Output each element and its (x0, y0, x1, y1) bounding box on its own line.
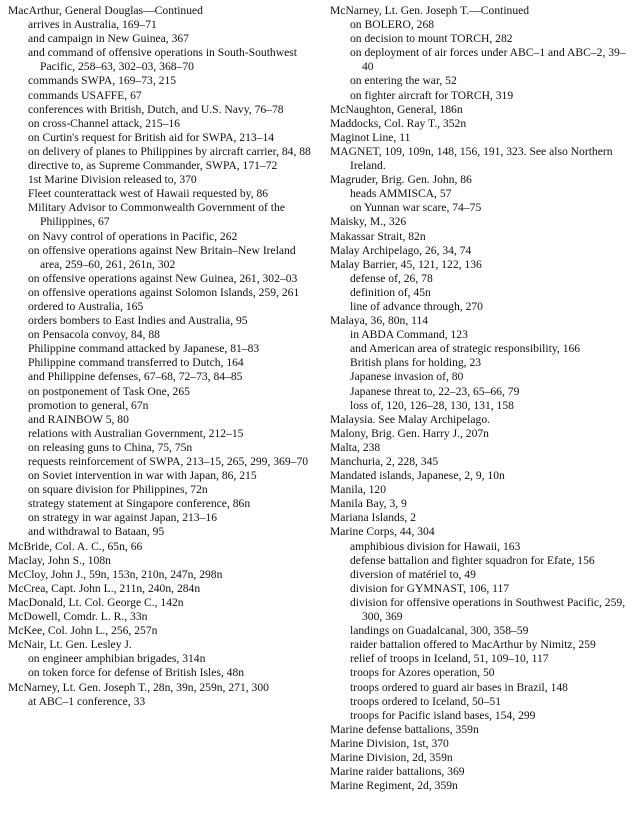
index-entry: McNair, Lt. Gen. Lesley J. (8, 638, 132, 652)
index-subentry: directive to, as Supreme Commander, SWPA, 171–72 (28, 159, 278, 173)
index-entry: Malta, 238 (330, 440, 381, 454)
index-subentry: Japanese threat to, 22–23, 65–66, 79 (350, 384, 520, 398)
index-entry: Manila, 120 (330, 483, 387, 497)
index-subentry: Philippine command attacked by Japanese, 81–83 (28, 342, 260, 356)
index-subentry: loss of, 120, 126–28, 130, 131, 158 (350, 398, 514, 412)
index-entry: McNaughton, General, 186n (330, 102, 463, 116)
index-subentry: on offensive operations against Solomon Islands, 259, 261 (28, 285, 300, 299)
index-subentry: 1st Marine Division released to, 370 (28, 173, 197, 187)
index-subentry: on cross-Channel attack, 215–16 (28, 116, 180, 130)
index-subentry: orders bombers to East Indies and Australia, 95 (28, 314, 248, 328)
index-subentry: division for offensive operations in Southwest Pacific, 259, 300, 369 (350, 595, 626, 624)
index-entry: McNarney, Lt. Gen. Joseph T., 28n, 39n, 259n, 271, 300 (8, 680, 269, 694)
index-subentry: on postponement of Task One, 265 (28, 384, 190, 398)
index-subentry: defense of, 26, 78 (350, 271, 433, 285)
index-subentry: amphibious division for Hawaii, 163 (350, 539, 521, 553)
index-entry: McNarney, Lt. Gen. Joseph T.—Continued (330, 4, 530, 17)
index-entry: Maddocks, Col. Ray T., 352n (330, 116, 467, 130)
index-subentry: relations with Australian Government, 212–15 (28, 426, 244, 440)
index-entry: Marine Regiment, 2d, 359n (330, 779, 458, 793)
index-entry: Maginot Line, 11 (330, 130, 411, 144)
index-subentry: ordered to Australia, 165 (28, 299, 144, 313)
index-subentry: and Philippine defenses, 67–68, 72–73, 84–85 (28, 370, 243, 384)
index-subentry: on engineer amphibian brigades, 314n (28, 652, 206, 666)
index-subentry: on delivery of planes to Philippines by aircraft carrier, 84, 88 (28, 144, 311, 158)
index-subentry: and command of offensive operations in South-Southwest Pacific, 258–63, 302–03, 368–70 (28, 46, 297, 74)
index-entry: Malay Barrier, 45, 121, 122, 136 (330, 257, 482, 271)
index-subentry: on decision to mount TORCH, 282 (350, 32, 513, 46)
index-entry: McCrea, Capt. John L., 211n, 240n, 284n (8, 581, 201, 595)
index-subentry: definition of, 45n (350, 285, 431, 299)
index-entry: Mandated islands, Japanese, 2, 9, 10n (330, 469, 505, 483)
index-subentry: on Pensacola convoy, 84, 88 (28, 328, 160, 342)
index-subentry: heads AMMISCA, 57 (350, 187, 452, 201)
index-left-column (8, 4, 316, 709)
index-subentry: troops ordered to guard air bases in Brazil, 148 (350, 680, 568, 694)
index-subentry: Japanese invasion of, 80 (350, 370, 464, 384)
index-subentry: raider battalion offered to MacArthur by Nimitz, 259 (350, 638, 596, 652)
index-entry: Maisky, M., 326 (330, 215, 407, 229)
index-subentry: and campaign in New Guinea, 367 (28, 32, 189, 46)
index-entry: Malony, Brig. Gen. Harry J., 207n (330, 426, 489, 440)
index-subentry: on strategy in war against Japan, 213–16 (28, 511, 217, 525)
index-subentry: on offensive operations against New Guinea, 261, 302–03 (28, 271, 298, 285)
index-subentry: on token force for defense of British Isles, 48n (28, 666, 245, 680)
index-subentry: on square division for Philippines, 72n (28, 483, 208, 497)
index-subentry: on Yunnan war scare, 74–75 (350, 201, 482, 215)
index-subentry: commands SWPA, 169–73, 215 (28, 74, 177, 88)
index-entry: McBride, Col. A. C., 65n, 66 (8, 539, 143, 553)
index-subentry: and withdrawal to Bataan, 95 (28, 525, 165, 539)
index-entry: Marine Division, 1st, 370 (330, 736, 449, 750)
index-subentry: Military Advisor to Commonwealth Government of the Philippines, 67 (28, 201, 285, 229)
index-subentry: line of advance through, 270 (350, 299, 483, 313)
index-subentry: troops for Azores operation, 50 (350, 666, 495, 680)
index-entry: Marine defense battalions, 359n (330, 722, 479, 736)
index-subentry: diversion of matériel to, 49 (350, 567, 476, 581)
index-subentry: on BOLERO, 268 (350, 18, 435, 32)
index-entry: Magruder, Brig. Gen. John, 86 (330, 173, 472, 187)
index-subentry: conferences with British, Dutch, and U.S. Navy, 76–78 (28, 102, 284, 116)
index-subentry: on deployment of air forces under ABC–1 and ABC–2, 39–40 (350, 46, 626, 74)
index-subentry: requests reinforcement of SWPA, 213–15, 265, 299, 369–70 (28, 455, 309, 468)
index-subentry: commands USAFFE, 67 (28, 88, 142, 102)
index-entry: McCloy, John J., 59n, 153n, 210n, 247n, 298n (8, 567, 223, 581)
index-subentry: on offensive operations against New Britain–New Ireland area, 259–60, 261, 261n, 302 (28, 243, 296, 271)
index-subentry: strategy statement at Singapore conference, 86n (28, 497, 251, 511)
index-subentry: Philippine command transferred to Dutch, 164 (28, 356, 244, 370)
index-entry: MacArthur, General Douglas—Continued (8, 4, 203, 17)
index-subentry: troops ordered to Iceland, 50–51 (350, 694, 501, 708)
index-entry: McKee, Col. John L., 256, 257n (8, 624, 158, 638)
index-entry: MacDonald, Lt. Col. George C., 142n (8, 595, 184, 609)
index-subentry: on fighter aircraft for TORCH, 319 (350, 88, 514, 102)
index-entry: Manila Bay, 3, 9 (330, 497, 407, 511)
index-subentry: and American area of strategic responsibility, 166 (350, 342, 581, 356)
index-entry: Marine Corps, 44, 304 (330, 525, 435, 539)
index-entry: Mariana Islands, 2 (330, 511, 416, 525)
index-subentry: on Navy control of operations in Pacific, 262 (28, 229, 238, 243)
index-subentry: Fleet counterattack west of Hawaii requested by, 86 (28, 187, 269, 201)
index-subentry: division for GYMNAST, 106, 117 (350, 581, 510, 595)
index-subentry: defense battalion and fighter squadron for Efate, 156 (350, 553, 595, 567)
index-entry: MAGNET, 109, 109n, 148, 156, 191, 323. See also Northern Ireland. (330, 144, 613, 173)
index-entry: McDowell, Comdr. L. R., 33n (8, 610, 148, 624)
index-subentry: at ABC–1 conference, 33 (28, 694, 146, 708)
index-subentry: relief of troops in Iceland, 51, 109–10, 117 (350, 652, 549, 666)
index-subentry: landings on Guadalcanal, 300, 358–59 (350, 624, 529, 638)
index-entry: Malaya, 36, 80n, 114 (330, 314, 429, 328)
index-entry: Malaysia. See Malay Archipelago. (330, 412, 491, 426)
index-right-column (330, 4, 632, 793)
index-subentry: on Soviet intervention in war with Japan, 86, 215 (28, 469, 257, 483)
index-subentry: on Curtin's request for British aid for SWPA, 213–14 (28, 130, 275, 144)
index-subentry: and RAINBOW 5, 80 (28, 412, 129, 426)
index-entry: Manchuria, 2, 228, 345 (330, 455, 439, 468)
index-subentry: British plans for holding, 23 (350, 356, 482, 370)
index-subentry: in ABDA Command, 123 (350, 328, 468, 342)
index-entry: Makassar Strait, 82n (330, 229, 426, 243)
index-entry: Marine Division, 2d, 359n (330, 750, 453, 764)
index-subentry: troops for Pacific island bases, 154, 299 (350, 708, 536, 722)
index-entry: Malay Archipelago, 26, 34, 74 (330, 243, 472, 257)
index-subentry: arrives in Australia, 169–71 (28, 18, 157, 32)
index-subentry: on entering the war, 52 (350, 74, 457, 88)
index-entry: Maclay, John S., 108n (8, 553, 111, 567)
index-subentry: promotion to general, 67n (28, 398, 149, 412)
index-entry: Marine raider battalions, 369 (330, 765, 465, 779)
index-subentry: on releasing guns to China, 75, 75n (28, 440, 193, 454)
